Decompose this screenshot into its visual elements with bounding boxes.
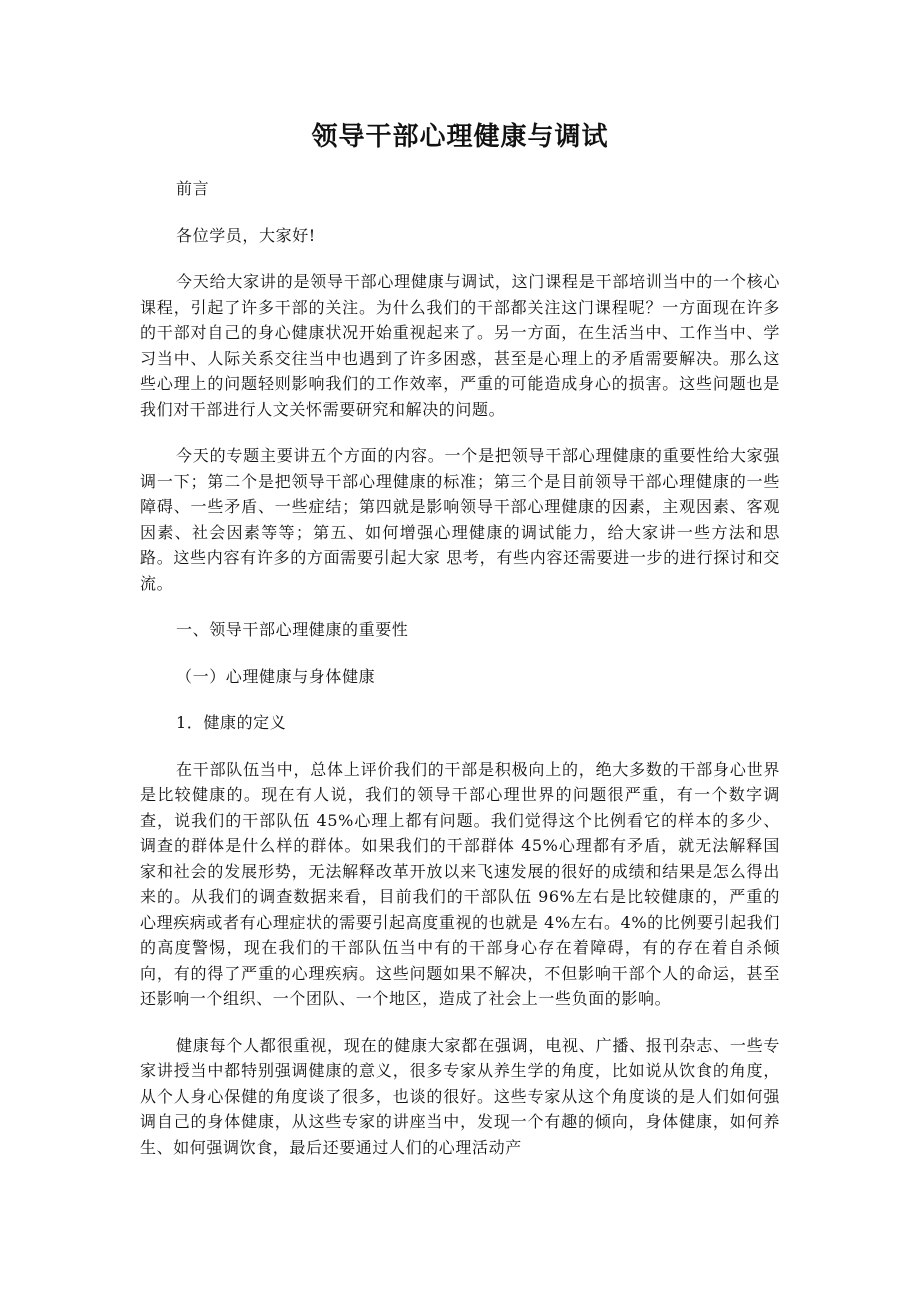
paragraph-survey: 在干部队伍当中，总体上评价我们的干部是积极向上的，绝大多数的干部身心世界是比较健康的。现在有人说，我们的领导干部心理世界的问题很严重，有一个数字调查，说我们的干部队伍 45%心理上都有问题。我们觉得这个比例看它的样本的多少、调查的群体是什么样的群体。如果我们的干部群体 45%心理都有矛盾，就无法解释国家和社会的发展形势，无法解释改革开放以来飞速发展的很好的成绩和结果是怎么得出来的。从我们的调查数据来看，目前我们的干部队伍 96%左右是比较健康的，严重的心理疾病或者有心理症状的需要引起高度重视的也就是 4%左右。4%的比例要引起我们的高度警惕，现在我们的干部队伍当中有的干部身心存在着障碍，有的存在着自杀倾向，有的得了严重的心理疾病。这些问题如果不解决，不但影响干部个人的命运，甚至还影响一个组织、一个团队、一个地区，造成了社会上一些负面的影响。 (140, 759, 780, 1008)
section-heading-1: 一、领导干部心理健康的重要性 (176, 620, 409, 639)
greeting-line: 各位学员，大家好! (176, 225, 316, 245)
item-heading-1: 1．健康的定义 (176, 713, 287, 732)
paragraph-intro: 今天给大家讲的是领导干部心理健康与调试，这门课程是干部培训当中的一个核心课程，引起了许多干部的关注。为什么我们的干部都关注这门课程呢？一方面现在许多的干部对自己的身心健康状况开始重视起来了。另一方面，在生活当中、工作当中、学习当中、人际关系交往当中也遇到了许多困惑，甚至是心理上的矛盾需要解决。那么这些心理上的问题轻则影响我们的工作效率，严重的可能造成身心的损害。这些问题也是我们对干部进行人文关怀需要研究和解决的问题。 (140, 272, 780, 419)
subsection-heading-1: （一）心理健康与身体健康 (176, 666, 376, 686)
preface-heading: 前言 (176, 179, 210, 198)
paragraph-topics: 今天的专题主要讲五个方面的内容。一个是把领导干部心理健康的重要性给大家强调一下；第二个是把领导干部心理健康的标准；第三个是目前领导干部心理健康的一些障碍、一些矛盾、一些症结；第四就是影响领导干部心理健康的因素，主观因素、客观因素、社会因素等等；第五、如何增强心理健康的调试能力，给大家讲一些方法和思路。这些内容有许多的方面需要引起大家 思考，有些内容还需要进一步的进行探讨和交流。 (140, 446, 780, 593)
document-title: 领导干部心理健康与调试 (311, 122, 609, 152)
paragraph-health: 健康每个人都很重视，现在的健康大家都在强调，电视、广播、报刊杂志、一些专家讲授当中都特别强调健康的意义，很多专家从养生学的角度，比如说从饮食的角度，从个人身心保健的角度谈了很多，也谈的很好。这些专家从这个角度谈的是人们如何强调自己的身体健康，从这些专家的讲座当中，发现一个有趣的倾向，身体健康，如何养生、如何强调饮食，最后还要通过人们的心理活动产 (140, 1035, 780, 1157)
document-body (140, 176, 780, 1181)
